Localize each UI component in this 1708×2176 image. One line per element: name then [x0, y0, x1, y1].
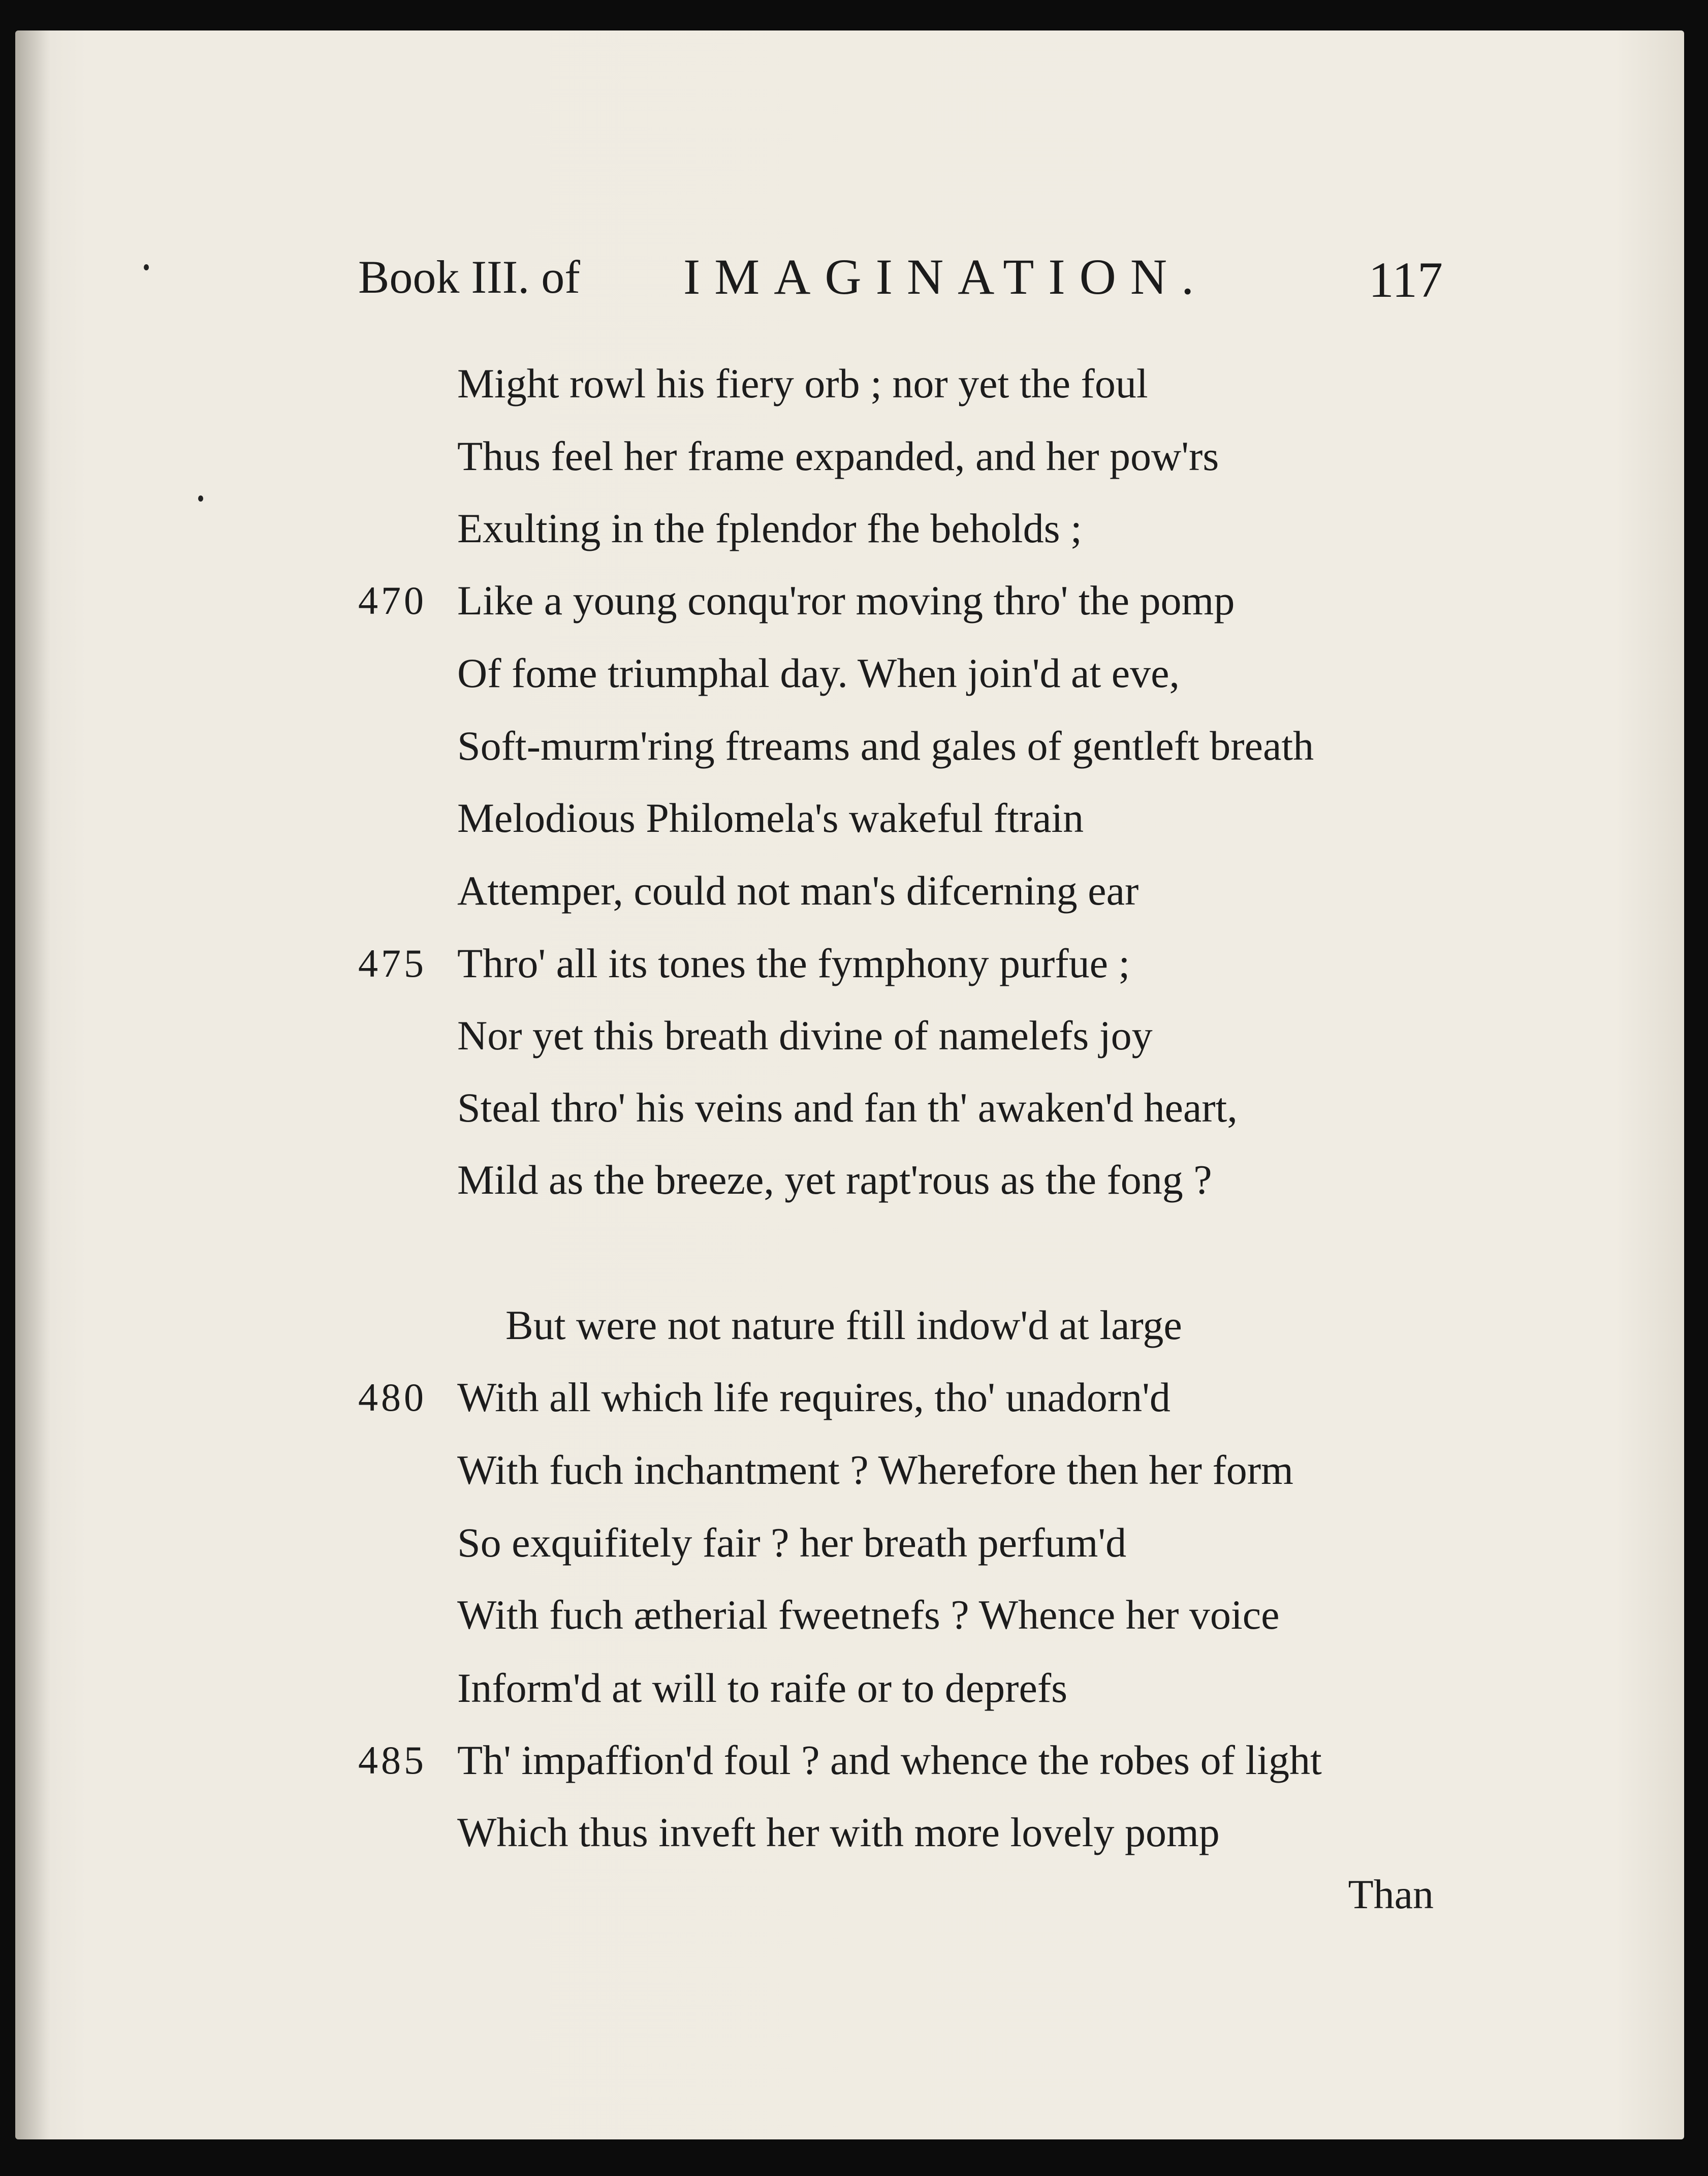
poem-line: Thus feel her frame expanded, and her pow'rs	[457, 433, 1219, 479]
poem-line: With fuch ætherial fweetnefs ? Whence her voice	[457, 1592, 1280, 1638]
running-head-book: Book III. of	[358, 251, 580, 303]
poem-line: Th' impaffion'd foul ? and whence the robes of light	[457, 1737, 1322, 1783]
poem-line: So exquifitely fair ? her breath perfum'd	[457, 1519, 1127, 1566]
poem-line: Thro' all its tones the fymphony purfue ;	[457, 940, 1130, 986]
poem-line: Like a young conqu'ror moving thro' the pomp	[457, 577, 1235, 624]
poem-line: Nor yet this breath divine of namelefs joy	[457, 1012, 1153, 1059]
poem-line: Of fome triumphal day. When join'd at eve,	[457, 650, 1180, 696]
poem-line: Melodious Philomela's wakeful ftrain	[457, 795, 1084, 841]
line-number: 475	[358, 941, 427, 985]
line-number: 470	[358, 578, 427, 623]
poem-line: But were not nature ftill indow'd at large	[505, 1302, 1182, 1348]
poem-line: Exulting in the fplendor fhe beholds ;	[457, 505, 1082, 551]
poem-line: Steal thro' his veins and fan th' awaken'd heart,	[457, 1084, 1238, 1131]
poem-line: Which thus inveft her with more lovely pomp	[457, 1809, 1220, 1855]
poem-line: With fuch inchantment ? Wherefore then her form	[457, 1447, 1293, 1493]
line-number: 480	[358, 1375, 427, 1419]
poem-line: Soft-murm'ring ftreams and gales of gentleft breath	[457, 723, 1314, 769]
catchword: Than	[1348, 1871, 1434, 1917]
poem-line: Attemper, could not man's difcerning ear	[457, 867, 1139, 914]
poem-line: Inform'd at will to raife or to deprefs	[457, 1665, 1068, 1711]
line-number: 485	[358, 1738, 427, 1782]
poem-line: Might rowl his fiery orb ; nor yet the foul	[457, 360, 1148, 407]
poem-line: Mild as the breeze, yet rapt'rous as the fong ?	[457, 1157, 1212, 1203]
poem-line: With all which life requires, tho' unadorn'd	[457, 1374, 1171, 1420]
running-head-title: IMAGINATION.	[683, 248, 1209, 305]
page-number: 117	[1368, 252, 1443, 308]
